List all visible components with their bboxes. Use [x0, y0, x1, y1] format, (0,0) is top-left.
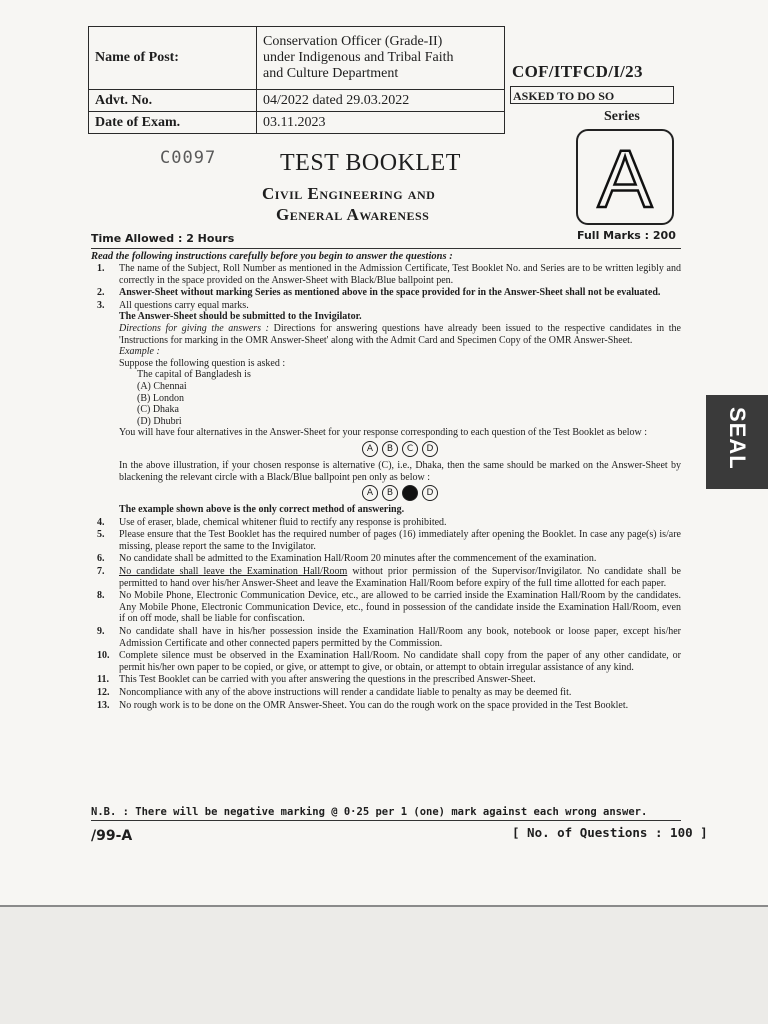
divider [91, 248, 681, 249]
example-option: (D) Dhubri [137, 415, 182, 427]
example-question: The capital of Bangladesh is [137, 369, 251, 381]
series-letter: A [597, 134, 653, 223]
instruction-text: No candidate shall be admitted to the Examination Hall/Room 20 minutes after the commencement of the examination. [119, 553, 597, 565]
item-number: 13. [97, 699, 110, 711]
instruction-item [91, 300, 681, 312]
series-label: Series [604, 109, 640, 124]
footer-code: /99-A [91, 828, 133, 844]
serial-number: C0097 [160, 148, 217, 168]
example-text: You will have four alternatives in the Answer-Sheet for your response corresponding to each question of the Test Booklet as below : [119, 427, 648, 439]
instruction-text: Noncompliance with any of the above instructions will render a candidate liable to penalty as may be deemed fit. [119, 687, 572, 698]
instruction-item [91, 674, 681, 686]
example-text: In the above illustration, if your chosen response is alternative (C), i.e., Dhaka, then the same should be marked on the Answer-Sheet by blackening the relevant circle with a Black/Blue ballpoint pen only as below : [119, 459, 681, 483]
instruction-item [91, 626, 681, 649]
series-letter-graphic [578, 131, 672, 223]
answer-circle: B [382, 441, 398, 457]
item-number: 5. [97, 529, 105, 541]
answer-circles-marked [91, 485, 681, 502]
post-row-date [89, 112, 505, 134]
instruction-text: No rough work is to be done on the OMR Answer-Sheet. You can do the rough work on the space provided in the Test Booklet. [119, 699, 629, 711]
item-number: 4. [97, 516, 105, 528]
post-value [257, 27, 505, 90]
instruction-text: The Answer-Sheet should be submitted to the Invigilator. [119, 311, 362, 323]
item-number: 3. [97, 299, 105, 311]
instruction-item [91, 566, 681, 589]
date-value: 03.11.2023 [257, 112, 505, 134]
correct-method-note: The example shown above is the only correct method of answering. [119, 504, 405, 516]
question-count: [ No. of Questions : 100 ] [512, 825, 708, 840]
instruction-text: Please ensure that the Test Booklet has the required number of pages (16) immediately after opening the Booklet. In case any page(s) is/are missing, please report the same to the Invigilator. [119, 529, 681, 552]
instruction-item [91, 590, 681, 625]
subject-title-line-2: General Awareness [276, 205, 430, 224]
read-instructions-heading: Read the following instructions carefully before you begin to answer the questions : [91, 251, 453, 262]
instruction-item [91, 529, 681, 552]
advt-value: 04/2022 dated 29.03.2022 [257, 90, 505, 112]
example-text: Suppose the following question is asked : [119, 357, 286, 369]
answer-circles-blank [91, 441, 681, 458]
item-number: 2. [97, 287, 105, 299]
time-allowed: Time Allowed : 2 Hours [91, 232, 235, 245]
asked-box: ASKED TO DO SO [510, 86, 674, 104]
instruction-text: The name of the Subject, Roll Number as mentioned in the Admission Certificate, Test Booklet No. and Series are to be written legibly and correctly in the space provided on the Answer-Sheet with Black/Blue ballpoint pen. [119, 263, 681, 286]
post-details-table [88, 26, 505, 134]
item-number: 8. [97, 590, 105, 602]
instruction-item [91, 650, 681, 673]
item-number: 7. [97, 566, 105, 578]
answer-circle: D [422, 485, 438, 501]
directions-paragraph [91, 323, 681, 346]
example-option: (A) Chennai [137, 380, 187, 392]
example-label: Example : [119, 346, 160, 358]
seal-tab [706, 395, 768, 489]
item-number: 10. [97, 650, 110, 662]
negative-marking-note: N.B. : There will be negative marking @ 0·25 per 1 (one) mark against each wrong answer. [91, 806, 648, 818]
post-row-advt [89, 90, 505, 112]
instruction-text: without prior permission of the Supervisor/Invigilator. No candidate shall be permitted to hand over his/her Answer-Sheet and leave the Examination Hall/Room before expiry of the full time allotted for each paper. [119, 566, 681, 589]
item-number: 1. [97, 263, 105, 274]
full-marks: Full Marks : 200 [577, 229, 676, 242]
instruction-item [91, 553, 681, 565]
answer-circle: A [362, 485, 378, 501]
instruction-text: Complete silence must be observed in the Examination Hall/Room. No candidate shall copy from the paper of any other candidate, or permit his/her own paper to be copied, or give, or attempt to give, or obtain, or attempt to obtain irregular assistance of any kind. [119, 650, 681, 673]
date-key: Date of Exam. [89, 112, 257, 134]
footer-divider [91, 820, 681, 821]
instructions-list [91, 263, 681, 711]
post-value-line: Conservation Officer (Grade-II) [263, 34, 443, 49]
answer-circle: B [382, 485, 398, 501]
advt-key: Advt. No. [89, 90, 257, 112]
instruction-item [91, 687, 681, 699]
instruction-item [91, 287, 681, 299]
directions-text: Directions for answering questions have already been issued to the respective candidates in the 'Instructions for marking in the OMR Answer-Sheet' along with the Admit Card and Specimen Copy of the OMR Answer-Sheet. [119, 322, 681, 346]
instruction-text: No Mobile Phone, Electronic Communication Device, etc., are allowed to be carried inside the Examination Hall/Room by the candidates. Any Mobile Phone, Electronic Communication Device, etc., found in possession of the candidate inside the Examination Hall/Room, even if on off mode, shall be liable for confiscation. [119, 590, 681, 625]
instruction-text: Use of eraser, blade, chemical whitener fluid to rectify any response is prohibited. [119, 516, 447, 528]
instruction-text: No candidate shall have in his/her possession inside the Examination Hall/Room any book, notebook or loose paper, except his/her Admission Certificate and other connected papers permitted by the Commission. [119, 626, 681, 649]
instruction-item [91, 263, 681, 286]
answer-circle: D [422, 441, 438, 457]
directions-lead: Directions for giving the answers : [119, 322, 270, 334]
item-number: 12. [97, 687, 110, 698]
item-number: 9. [97, 626, 105, 638]
item-number: 6. [97, 553, 105, 565]
subject-title-line-1: Civil Engineering and [262, 184, 436, 203]
post-value-line: under Indigenous and Tribal Faith [263, 50, 454, 65]
seal-label: SEAL [725, 407, 750, 470]
example-option: (C) Dhaka [137, 404, 179, 416]
item-number: 11. [97, 674, 109, 686]
instruction-text: Answer-Sheet without marking Series as mentioned above in the space provided for in the Answer-Sheet shall not be evaluated. [119, 287, 661, 299]
instruction-item [91, 517, 681, 529]
page-title: TEST BOOKLET [280, 150, 461, 176]
answer-circle: C [402, 441, 418, 457]
booklet-code: COF/ITFCD/I/23 [512, 62, 643, 81]
post-row-name [89, 27, 505, 90]
instruction-text: All questions carry equal marks. [119, 299, 249, 311]
post-value-line: and Culture Department [263, 66, 399, 81]
series-box [576, 129, 674, 225]
example-option: (B) London [137, 392, 184, 404]
answer-circle: A [362, 441, 378, 457]
post-key: Name of Post: [89, 27, 257, 90]
instruction-text: This Test Booklet can be carried with you after answering the questions in the prescribed Answer-Sheet. [119, 674, 536, 686]
answer-circle-filled [402, 485, 418, 501]
instruction-item [91, 700, 681, 712]
instruction-text-underlined: No candidate shall leave the Examination Hall/Room [119, 566, 348, 578]
